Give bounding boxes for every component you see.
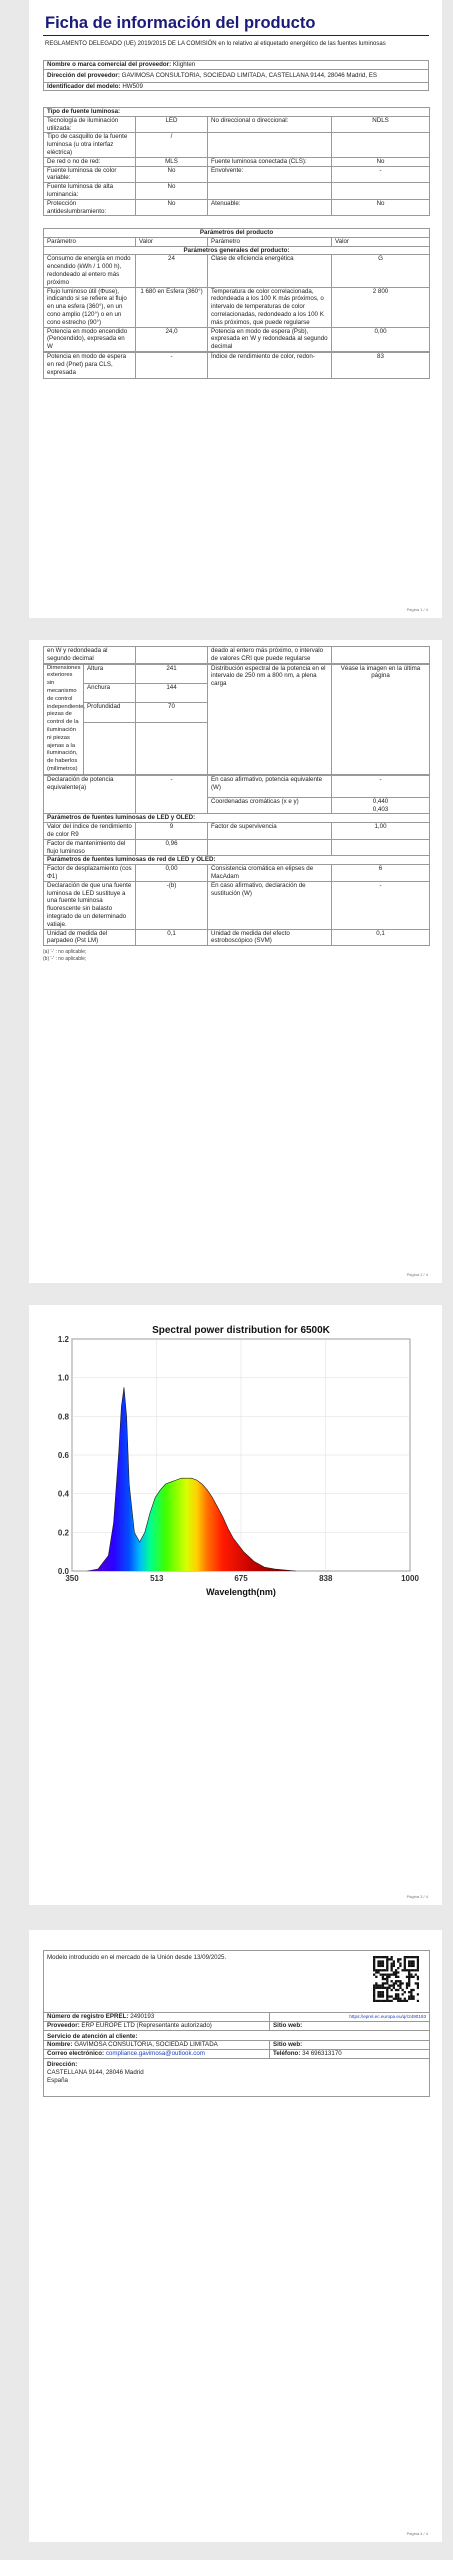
market-intro: Modelo introducido en el mercado de la Unión desde 13/09/2025. [47,1954,227,1961]
equiv-power-label: En caso afirmativo, potencia equivalente (W) [208,775,332,797]
chroma-x: 0,440 [372,797,389,805]
chroma-y: 0,403 [372,805,389,813]
lightsource-header: Tipo de fuente luminosa: [44,108,430,117]
lightsource-label [208,183,332,200]
service-web-label: Sitio web: [273,2041,303,2049]
address-label: Dirección: [47,2060,78,2068]
provider-label: Proveedor: [47,2021,80,2029]
page-number: Página 1 / 4 [406,607,428,612]
lightsource-label: Fuente luminosa de color variable: [44,166,136,183]
lightsource-value: No [332,157,430,166]
equiv-value: - [136,775,208,814]
email-label: Correo electrónico: [47,2050,105,2058]
phone-number: 34 696313170 [302,2050,342,2058]
replace-w-label: En caso afirmativo, declaración de sustitución (W) [208,881,332,929]
lightsource-value: No [136,183,208,200]
regulation-text: REGLAMENTO DELEGADO (UE) 2019/2015 DE LA COMISIÓN en lo relativo al etiquetado energético de las fuentes luminosas [45,41,386,47]
y-tick-label: 1.2 [57,1335,69,1344]
macadam-value: 6 [332,865,430,882]
lightsource-value [332,183,430,200]
equiv-label: Declaración de potencia equivalente(a) [44,775,136,814]
survival-value: 1,00 [332,823,430,840]
col-value-1: Valor [136,237,208,246]
supplier-address-label: Dirección del proveedor: [47,71,120,79]
lumen-maint-label: Factor de mantenimiento del flujo luminoso [44,839,136,856]
col-param-1: Parámetro [44,237,136,246]
y-tick-label: 0.6 [57,1451,69,1460]
general-row [44,287,430,327]
general-row [44,327,430,351]
macadam-label: Consistencia cromática en elipses de MacAdam [208,865,332,882]
y-tick-label: 0.0 [57,1567,69,1576]
model-id: HW509 [122,82,143,90]
footnote-a: (a) '-' : no aplicable; [43,949,87,956]
pnet-label-cont: en W y redondeada al segundo decimal [44,647,136,664]
cos-label: Factor de desplazamiento (cos Φ1) [44,865,136,882]
lightsource-value: No [136,199,208,216]
x-tick-label: 1000 [401,1574,419,1583]
col-param-2: Parámetro [208,237,332,246]
cri-label-cont: deado al entero más próximo, o intervalo de valores CRI que puede regularse [208,647,332,664]
chroma-label: Coordenadas cromáticas (x e y) [208,797,332,814]
supplier-name: Klighten [172,61,196,68]
pnet-label: Potencia en modo de espera en red (Pnet) para CLS, expresada [44,352,136,378]
mains-header: Parámetros de fuentes luminosas de red de LED y OLED: [44,856,430,865]
eprel-number: 2490193 [130,2013,155,2020]
chart-title: Spectral power distribution for 6500K [152,1325,330,1336]
lightsource-value: LED [136,116,208,133]
lightsource-value: No [332,199,430,216]
page-title: Ficha de información del producto [45,14,316,32]
lightsource-value [332,133,430,157]
lightsource-value: NDLS [332,116,430,133]
lightsource-value: / [136,133,208,157]
lightsource-row [44,116,430,133]
service-name-label: Nombre: [47,2041,73,2049]
dim-value: 70 [136,703,208,722]
svm-label: Unidad de medida del efecto estroboscópico (SVM) [208,929,332,946]
param-value: 1 680 en Esfera (360°) [136,287,208,327]
param-value: G [332,255,430,287]
y-tick-label: 1.0 [57,1373,69,1383]
params-table-cont [43,646,429,963]
footnote-b: (b) '-' : no aplicable; [43,956,87,963]
lightsource-label: Fuente luminosa conectada (CLS): [208,157,332,166]
lightsource-value: No [136,166,208,183]
y-tick-label: 0.4 [57,1489,69,1499]
param-label: Clase de eficiencia energética [208,255,332,287]
param-value: 0,00 [332,327,430,351]
qr-code-icon [373,1956,419,2002]
general-header: Parámetros generales del producto: [44,246,430,255]
page-1 [29,0,442,618]
param-label: Flujo luminoso útil (Φuse), indicando si se refiere al flujo en una esfera (360°), en un cono amplio (120°) o en un cono estrecho (90°) [44,287,136,327]
x-tick-label: 675 [234,1574,248,1583]
r9-label: Valor del índice de rendimiento de color R9 [44,823,136,840]
lightsource-label: Envolvente: [208,166,332,183]
general-row [44,255,430,287]
x-tick-label: 838 [319,1574,333,1583]
x-tick-label: 350 [65,1574,79,1583]
page-4 [29,1930,442,2542]
lightsource-label: Atenuable: [208,199,332,216]
param-value: 2 800 [332,287,430,327]
supplier-name-label: Nombre o marca comercial del proveedor: [47,61,172,68]
email-link[interactable]: compliance.gavimosa@outlook.com [105,2050,205,2058]
service-name: GAVIMOSA CONSULTORIA, SOCIEDAD LIMITADA [74,2041,218,2049]
title-rule [43,35,429,36]
cri-label: Índice de rendimiento de color, redon- [208,352,332,378]
lightsource-label: Tecnología de iluminación utilizada: [44,116,136,133]
param-label: Potencia en modo de espera (Psb), expresada en W y redondeada al segundo decimal [208,327,332,351]
x-axis-label: Wavelength(nm) [206,1587,276,1597]
dim-name: Altura [84,664,136,683]
provider-name: ERP EUROPE LTD (Representante autorizado) [81,2021,212,2029]
page-3 [29,1305,442,1905]
dim-name: Anchura [84,683,136,702]
lightsource-label: De red o no de red: [44,157,136,166]
address-line-1: CASTELLANA 9144, 28046 Madrid [47,2068,144,2076]
provider-web-label: Sitio web: [273,2021,303,2029]
y-tick-label: 0.2 [57,1528,69,1538]
supplier-address: GAVIMOSA CONSULTORIA, SOCIEDAD LIMITADA, CASTELLANA 9144, 28046 Madrid, ES [121,71,378,79]
page-number: Página 2 / 4 [406,1272,428,1277]
pnet-value: - [136,352,208,378]
lightsource-row [44,166,430,183]
replace-label: Declaración de que una fuente luminosa de LED sustituye a una fuente luminosa fluorescente sin balasto integrado de un determinado vatiaje. [44,881,136,929]
replace-w-value: - [332,881,430,929]
registration-table [43,1950,429,2097]
replace-value: -(b) [136,881,208,929]
lightsource-table [43,107,429,216]
page-number: Página 3 / 4 [406,1894,428,1899]
cri-value: 83 [332,352,430,378]
lightsource-label: Protección antideslumbramiento: [44,199,136,216]
lightsource-row [44,157,430,166]
svm-value: 0,1 [332,929,430,946]
led-header: Parámetros de fuentes luminosas de LED y OLED: [44,814,430,823]
flicker-label: Unidad de medida del parpadeo (Pst LM) [44,929,136,946]
flicker-value: 0,1 [136,929,208,946]
y-tick-label: 0.8 [57,1412,69,1422]
supplier-table [43,60,429,91]
lightsource-value: MLS [136,157,208,166]
service-header: Servicio de atención al cliente: [44,2030,430,2041]
param-label: Temperatura de color correlacionada, redondeada a los 100 K más próximos, o intervalo de temperaturas de color correlacionadas, redondeado a los 100 K más próximos, que puede regularse [208,287,332,327]
spectrum-chart [44,1317,424,1609]
lightsource-row [44,183,430,200]
lightsource-row [44,133,430,157]
dims-label: Dimensiones exteriores sin mecanismo de control independiente, piezas de control de la iluminación ni piezas ajenas a la iluminación, de haberlos (milímetros) [44,664,84,774]
model-label: Identificador del modelo: [47,82,121,90]
eprel-label: Número de registro EPREL: [47,2013,129,2020]
page-2 [29,640,442,1283]
lightsource-label [208,133,332,157]
lightsource-value: - [332,166,430,183]
equiv-power-value: - [332,775,430,797]
dim-value: 144 [136,683,208,702]
param-label: Consumo de energía en modo encendido (kWh / 1 000 h), redondeado al entero más próximo [44,255,136,287]
page-number: Página 4 / 4 [406,2531,428,2536]
lightsource-label: Tipo de casquillo de la fuente luminosa (u otra interfaz eléctrica) [44,133,136,157]
cos-value: 0,00 [136,865,208,882]
eprel-link[interactable]: https://eprel.ec.europa.eu/qr/2490193 [349,2014,427,2019]
lightsource-label: Fuente luminosa de alta luminancia: [44,183,136,200]
address-line-2: España [47,2076,68,2084]
param-label: Potencia en modo encendido (Pencendido), expresada en W [44,327,136,351]
lightsource-row [44,199,430,216]
survival-label: Factor de supervivencia [208,823,332,840]
col-value-2: Valor [332,237,430,246]
params-table [43,228,429,379]
params-title: Parámetros del producto [44,229,430,238]
x-tick-label: 513 [150,1574,164,1583]
param-value: 24 [136,255,208,287]
lumen-maint-value: 0,96 [136,839,208,856]
phone-label: Teléfono: [273,2050,301,2058]
param-value: 24,0 [136,327,208,351]
lightsource-label: No direccional o direccional: [208,116,332,133]
spd-label: Distribución espectral de la potencia en el intervalo de 250 nm a 800 nm, a plena carga [208,664,332,774]
spd-value: Véase la imagen en la última página [332,664,430,774]
dim-value: 241 [136,664,208,683]
dim-name: Profundidad [84,703,136,722]
r9-value: 9 [136,823,208,840]
